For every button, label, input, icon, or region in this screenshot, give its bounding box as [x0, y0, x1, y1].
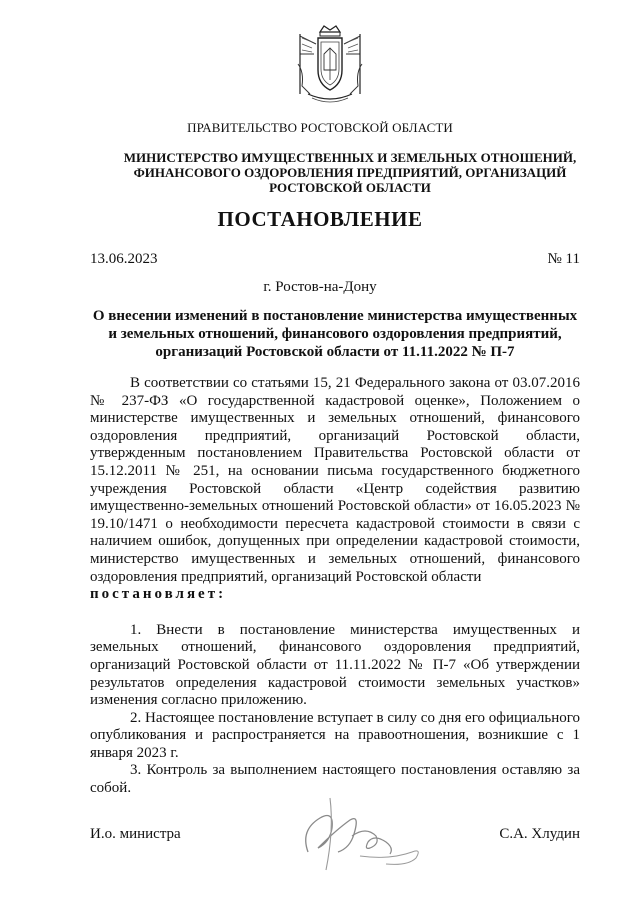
ministry-name: МИНИСТЕРСТВО ИМУЩЕСТВЕННЫХ И ЗЕМЕЛЬНЫХ ОТНОШЕНИЙ, ФИНАНСОВОГО ОЗДОРОВЛЕНИЯ ПРЕДПРИЯТИЙ, ОРГАНИЗАЦИЙ РОСТОВСКОЙ ОБЛАСТИ: [123, 150, 577, 195]
coat-of-arms-icon: [290, 24, 370, 106]
document-date: 13.06.2023: [90, 251, 158, 267]
document-subject: О внесении изменений в постановление министерства имущественных и земельных отношений, финансового оздоровления предприятий, организаций Ростовской области от 11.11.2022 № П-7: [92, 308, 578, 360]
item-paragraph: 2. Настоящее постановление вступает в силу со дня его официального опубликования и распространяется на правоотношения, возникшие с 1 января 2023 г.: [90, 709, 580, 761]
preamble-paragraph: В соответствии со статьями 15, 21 Федерального закона от 03.07.2016 № 237-ФЗ «О государственной кадастровой оценке», Положением о министерстве имущественных и земельных отношений, финансового оздоровления предприятий, организаций Ростовской области, утвержденным постановлением Правительства Ростовской области от 15.12.2011 № 251, на основании письма государственного бюджетного учреждения Ростовской области «Центр содействия развитию имущественно-земельных отношений Ростовской области» от 16.05.2023 № 19.10/1471 о необходимости пересчета кадастровой стоимости в связи с наличием ошибок, допущенных при определении кадастровой стоимости, министерство имущественных и земельных отношений, финансового оздоровления предприятий, организаций Ростовской области: [90, 375, 580, 585]
item-paragraph: 1. Внести в постановление министерства имущественных и земельных отношений, финансового оздоровления предприятий, организаций Ростовской области от 11.11.2022 № П-7 «Об утверждении результатов определения кадастровой стоимости земельных участков» изменения согласно приложению.: [90, 621, 580, 709]
document-type: ПОСТАНОВЛЕНИЕ: [217, 207, 423, 231]
signatory-name: С.А. Хлудин: [499, 826, 580, 842]
government-name: ПРАВИТЕЛЬСТВО РОСТОВСКОЙ ОБЛАСТИ: [187, 120, 453, 135]
item-paragraph: 3. Контроль за выполнением настоящего постановления оставляю за собой.: [90, 762, 580, 797]
document-city: г. Ростов-на-Дону: [263, 279, 377, 295]
document-body: [90, 375, 580, 798]
handwritten-signature-icon: [290, 790, 440, 880]
document-number: № 11: [547, 251, 580, 267]
signatory-title: И.о. министра: [90, 826, 181, 842]
decree-word: постановляет:: [90, 586, 227, 603]
